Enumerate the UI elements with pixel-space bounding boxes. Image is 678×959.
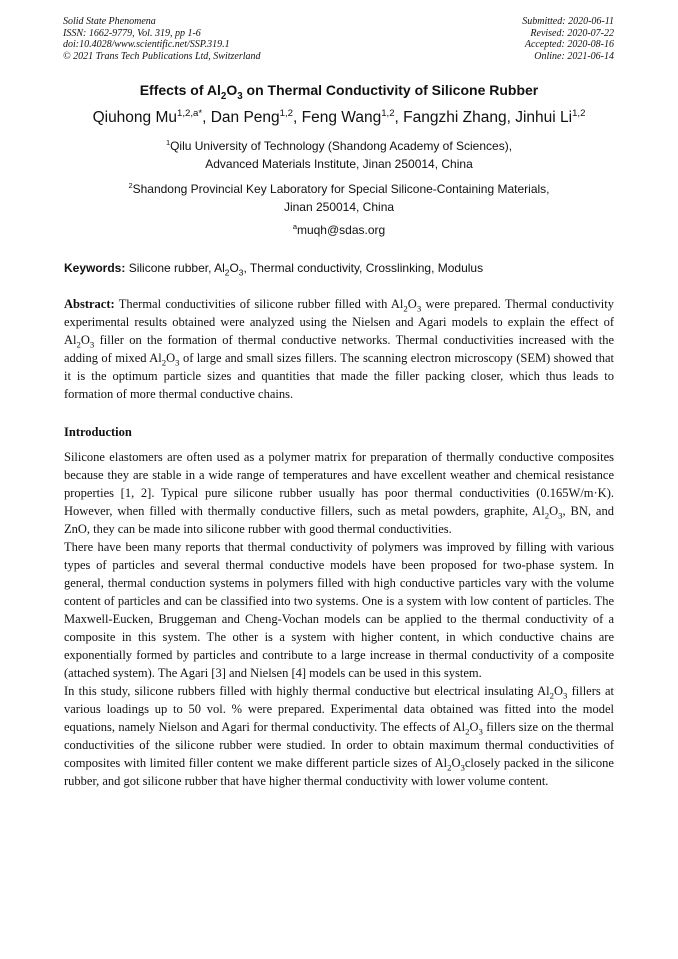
intro-paragraph-3 — [64, 682, 614, 790]
submission-dates — [522, 16, 614, 62]
paragraph-text: O — [549, 504, 559, 518]
keywords-subscript: 3 — [238, 267, 244, 278]
abstract-text: were prepared. Thermal conductivity experimental results obtained were analyzed using the Nielsen and Agari models to explain the effect of Al — [64, 297, 614, 347]
author-affiliation-mark: 1,2,a* — [177, 107, 203, 119]
affiliation-line: Jinan 250014, China — [283, 200, 395, 214]
author-name: Jinhui Li — [515, 109, 573, 126]
abstract-text: filler on the formation of thermal conductive networks. Thermal conductivities increased with the adding of mixed Al — [64, 333, 614, 365]
abstract-label: Abstract: — [64, 297, 115, 311]
author-separator: , — [202, 109, 211, 126]
date-online: Online: 2021-06-14 — [534, 50, 614, 62]
email-mark: a — [292, 222, 297, 231]
section-heading-introduction: Introduction — [64, 425, 132, 439]
intro-paragraph-2: There have been many reports that thermal conductivity of polymers was improved by filling with various types of particles and several thermal conductive models have been proposed for two-phase system. In general, thermal conduction systems in polymers filled with high conductive particles vary with the volume content of particles and can be classified into two systems. One is a system with low content of particles. The Maxwell-Eucken, Bruggeman and Cheng-Vochan models can be applied to the thermal conductivity of a composite in this system. The other is a system with higher content, in which conductive chains are exponentially formed by particles and contribute to a large increase in thermal conductivity of a composite (attached system). The Agari [3] and Nielsen [4] models can be used in this system. — [64, 540, 614, 680]
paragraph-text: Silicone elastomers are often used as a polymer matrix for preparation of thermally conductive composites because they are stable in a wide range of temperatures and have excellent weather and chemical resistance properties [1, 2]. Typical pure silicone rubber usually has poor thermal conductivities (0.165W/m·K). However, when filled with thermally conductive fillers, such as metal powders, graphite, Al — [64, 450, 614, 518]
abstract-text: O — [80, 333, 90, 347]
paragraph-subscript: 2 — [465, 726, 470, 737]
journal-info — [63, 16, 261, 62]
paragraph-text: fillers at various loadings up to 50 vol. % were prepared. Experimental data obtained was fitted into the model equations, namely Nielson and Agari for thermal conductivity. The effects of Al — [64, 684, 614, 734]
abstract-text: O — [407, 297, 417, 311]
affiliation-mark: 1 — [165, 138, 171, 147]
paragraph-text: fillers size on the thermal conductivities of the silicone rubber were studied. In order to obtain maximum thermal conductivities of composites with limited filler content we make different particle sizes of Al — [64, 720, 615, 770]
title-subscript: 2 — [220, 90, 227, 102]
author-name: Dan Peng — [210, 109, 280, 126]
journal-issn: ISSN: 1662-9779, Vol. 319, pp 1-6 — [63, 27, 201, 39]
keywords-subscript: 2 — [224, 267, 230, 278]
paragraph-text: O — [553, 684, 563, 698]
intro-paragraph-1 — [64, 448, 614, 538]
affiliation-1 — [0, 137, 678, 173]
author-separator: , — [506, 109, 516, 126]
paragraph-text: In this study, silicone rubbers filled with highly thermal conductive but electrical insulating Al — [64, 684, 550, 698]
paragraph-text: , BN, and ZnO, they can be made into silicone rubber with good thermal conductivities. — [64, 504, 614, 536]
date-revised: Revised: 2020-07-22 — [530, 27, 614, 39]
affiliation-mark: 2 — [128, 181, 133, 190]
keywords-text: Silicone rubber, Al — [125, 261, 225, 275]
date-accepted: Accepted: 2020-08-16 — [524, 39, 614, 50]
paper-title — [0, 82, 678, 102]
abstract-subscript: 2 — [76, 339, 81, 350]
paragraph-subscript: 3 — [460, 762, 465, 773]
paragraph-text: O — [469, 720, 479, 734]
author-affiliation-mark: 1,2 — [279, 107, 294, 119]
author-name: Fangzhi Zhang — [403, 109, 507, 126]
author-email[interactable] — [0, 221, 678, 239]
abstract-subscript: 2 — [161, 357, 167, 368]
paragraph-text: closely packed in the silicone rubber, and got silicone rubber that have higher thermal conductivity with lower volume content. — [64, 756, 614, 788]
abstract-subscript: 3 — [89, 339, 95, 350]
keywords-label: Keywords: — [64, 261, 126, 275]
author-separator: , — [394, 109, 404, 126]
journal-name: Solid State Phenomena — [63, 16, 156, 27]
paragraph-subscript: 2 — [549, 690, 554, 701]
keywords — [64, 261, 624, 278]
title-text: on Thermal Conductivity of Silicone Rubber — [242, 82, 539, 98]
author-affiliation-mark: 1,2 — [381, 107, 395, 119]
keywords-text: O — [229, 261, 239, 275]
author-affiliation-mark: 1,2 — [572, 107, 586, 119]
paragraph-subscript: 2 — [544, 510, 550, 521]
affiliation-line: Qilu University of Technology (Shandong Academy of Sciences), — [170, 139, 513, 153]
introduction-body — [64, 448, 614, 790]
keywords-text: , Thermal conductivity, Crosslinking, Modulus — [243, 261, 484, 275]
author-separator: , — [293, 109, 302, 126]
email-address[interactable]: muqh@sdas.org — [296, 223, 386, 237]
paragraph-subscript: 3 — [478, 726, 483, 737]
abstract-text: O — [166, 351, 176, 365]
abstract-subscript: 3 — [175, 357, 180, 368]
abstract-subscript: 3 — [416, 303, 422, 314]
paragraph-subscript: 3 — [558, 510, 563, 521]
paragraph-subscript: 2 — [447, 762, 452, 773]
abstract — [64, 295, 614, 403]
abstract-subscript: 2 — [403, 303, 408, 314]
journal-copyright: © 2021 Trans Tech Publications Ltd, Switzerland — [63, 50, 261, 62]
affiliation-2 — [0, 180, 678, 216]
author-name: Qiuhong Mu — [92, 109, 178, 126]
journal-doi: doi:10.4028/www.scientific.net/SSP.319.1 — [63, 39, 230, 50]
date-submitted: Submitted: 2020-06-11 — [522, 16, 614, 27]
title-text: Effects of Al — [139, 82, 221, 98]
abstract-text: Thermal conductivities of silicone rubber filled with Al — [114, 297, 404, 311]
affiliation-line: Shandong Provincial Key Laboratory for Special Silicone-Containing Materials, — [132, 182, 550, 196]
title-text: O — [226, 82, 238, 98]
author-name: Feng Wang — [301, 109, 382, 126]
paragraph-text: O — [451, 756, 461, 770]
author-list — [0, 109, 678, 127]
paragraph-subscript: 3 — [562, 690, 568, 701]
title-subscript: 3 — [237, 90, 243, 102]
affiliation-line: Advanced Materials Institute, Jinan 250014, China — [205, 157, 473, 171]
abstract-text: of large and small sizes fillers. The scanning electron microscopy (SEM) showed that it is the optimum particle sizes and quantities that made the filler packing closer, which thus leads to formation of more thermal conductive chains. — [64, 351, 614, 401]
